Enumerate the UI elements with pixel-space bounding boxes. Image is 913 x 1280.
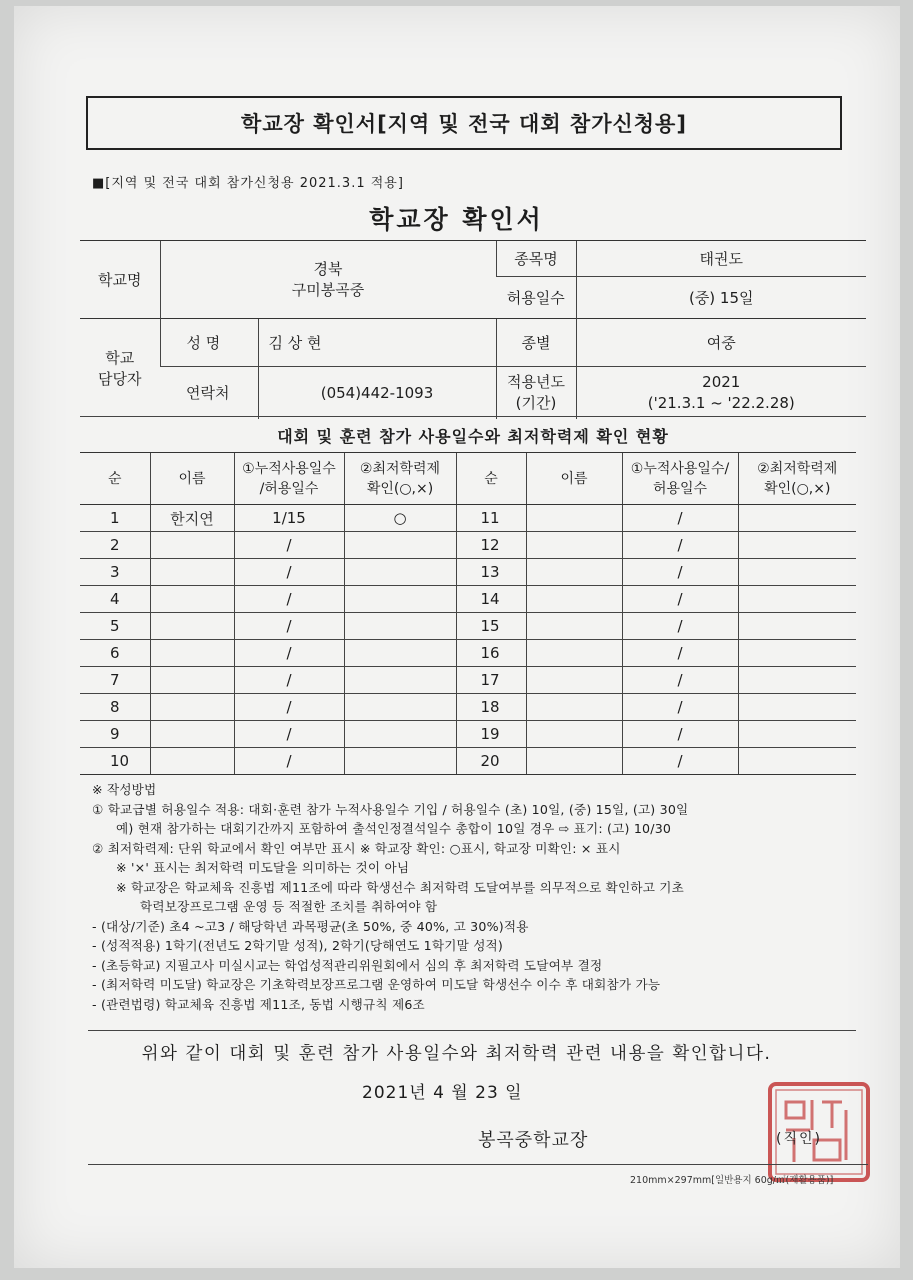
row-min-check-2 bbox=[738, 532, 856, 559]
table-header-row bbox=[80, 453, 856, 505]
row-number: 10 bbox=[80, 748, 150, 775]
row-number-2: 16 bbox=[456, 640, 526, 667]
row-number-2: 20 bbox=[456, 748, 526, 775]
row-min-check bbox=[344, 748, 456, 775]
row-number: 8 bbox=[80, 694, 150, 721]
header-days bbox=[234, 453, 344, 505]
row-min-check bbox=[344, 721, 456, 748]
row-name-2 bbox=[526, 613, 622, 640]
year-label bbox=[496, 367, 576, 419]
row-days: / bbox=[234, 667, 344, 694]
row-name-2 bbox=[526, 721, 622, 748]
note-4a: ※ 학교장은 학교체육 진흥법 제11조에 따라 학생선수 최저학력 도달여부를 의무적으로 확인하고 기초 bbox=[116, 879, 685, 895]
row-days-2: / bbox=[622, 721, 738, 748]
row-number-2: 17 bbox=[456, 667, 526, 694]
row-name-2 bbox=[526, 640, 622, 667]
event-label: 종목명 bbox=[496, 241, 576, 277]
row-name bbox=[150, 640, 234, 667]
row-name-2 bbox=[526, 694, 622, 721]
row-number: 3 bbox=[80, 559, 150, 586]
detail-2: - (성적적용) 1학기(전년도 2학기말 성적), 2학기(당해연도 1학기말 성적) bbox=[92, 938, 504, 953]
name-label: 성 명 bbox=[160, 319, 258, 367]
row-name bbox=[150, 748, 234, 775]
info-table bbox=[80, 240, 866, 419]
row-days-2: / bbox=[622, 640, 738, 667]
row-days: / bbox=[234, 640, 344, 667]
row-name-2 bbox=[526, 505, 622, 532]
row-days-2: / bbox=[622, 694, 738, 721]
row-number-2: 11 bbox=[456, 505, 526, 532]
row-number-2: 15 bbox=[456, 613, 526, 640]
header-min bbox=[344, 453, 456, 505]
row-min-check-2 bbox=[738, 667, 856, 694]
row-days-2: / bbox=[622, 748, 738, 775]
row-days: / bbox=[234, 532, 344, 559]
detail-1: - (대상/기준) 초4 ~고3 / 해당학년 과목평균(초 50%, 중 40%, 고 30%)적용 bbox=[92, 918, 529, 934]
row-days-2: / bbox=[622, 667, 738, 694]
gender-label: 종별 bbox=[496, 319, 576, 367]
row-min-check bbox=[344, 667, 456, 694]
event-value: 태권도 bbox=[576, 241, 866, 277]
row-name: 한지연 bbox=[150, 505, 234, 532]
header-name: 이름 bbox=[150, 453, 234, 505]
paper-spec-footer: 210mm×297mm[일반용지 60g/㎡(재활용품)] bbox=[630, 1175, 834, 1186]
detail-5: - (관련법령) 학교체육 진흥법 제11조, 동법 시행규칙 제6조 bbox=[92, 996, 425, 1012]
header-days2-line2: 허용일수 bbox=[652, 480, 708, 497]
row-min-check-2 bbox=[738, 748, 856, 775]
row-min-check-2 bbox=[738, 505, 856, 532]
row-min-check bbox=[344, 532, 456, 559]
table-row bbox=[80, 721, 856, 748]
header-days-line2: /허용일수 bbox=[259, 480, 319, 497]
school-name: 구미봉곡중 bbox=[291, 280, 365, 299]
row-number-2: 19 bbox=[456, 721, 526, 748]
row-name-2 bbox=[526, 559, 622, 586]
row-number: 4 bbox=[80, 586, 150, 613]
outer-title: 학교장 확인서[지역 및 전국 대회 참가신청용] bbox=[241, 112, 687, 136]
row-name-2 bbox=[526, 532, 622, 559]
row-number-2: 13 bbox=[456, 559, 526, 586]
row-number: 5 bbox=[80, 613, 150, 640]
row-days: / bbox=[234, 694, 344, 721]
table-row bbox=[80, 586, 856, 613]
row-days: / bbox=[234, 559, 344, 586]
header-days2-line1: ①누적사용일수/ bbox=[630, 460, 730, 477]
row-number-2: 12 bbox=[456, 532, 526, 559]
table-row bbox=[80, 505, 856, 532]
row-min-check: ○ bbox=[344, 505, 456, 532]
manager-label-line2: 담당자 bbox=[98, 369, 142, 388]
outer-title-box bbox=[86, 96, 842, 150]
note-1b: 예) 현재 참가하는 대회기간까지 포함하여 출석인정결석일수 총합이 10일 경우 ⇨ 표기: (고) 10/30 bbox=[116, 821, 672, 836]
contact-label: 연락처 bbox=[160, 367, 258, 419]
note-2: ② 최저학력제: 단위 학교에서 확인 여부만 표시 ※ 학교장 확인: ○표시, 학교장 미확인: × 표시 bbox=[92, 840, 621, 856]
confirmation-date: 2021년 4 월 23 일 bbox=[362, 1083, 523, 1103]
row-name bbox=[150, 613, 234, 640]
row-min-check-2 bbox=[738, 559, 856, 586]
period-value: ('21.3.1 ~ '22.2.28) bbox=[647, 393, 795, 412]
year-value: 2021 bbox=[702, 372, 741, 391]
row-name-2 bbox=[526, 586, 622, 613]
row-days-2: / bbox=[622, 559, 738, 586]
row-min-check bbox=[344, 559, 456, 586]
row-name bbox=[150, 694, 234, 721]
row-days: / bbox=[234, 721, 344, 748]
manager-label-line1: 학교 bbox=[105, 348, 135, 367]
school-value bbox=[160, 241, 496, 319]
row-name-2 bbox=[526, 748, 622, 775]
notes-title: ※ 작성방법 bbox=[92, 782, 157, 797]
row-name bbox=[150, 721, 234, 748]
row-number: 1 bbox=[80, 505, 150, 532]
table-row bbox=[80, 613, 856, 640]
year-value-cell bbox=[576, 367, 866, 419]
note-3: ※ '×' 표시는 최저학력 미도달을 의미하는 것이 아님 bbox=[116, 860, 410, 875]
year-label-line1: 적용년도 bbox=[507, 372, 565, 391]
contact-value: (054)442-1093 bbox=[258, 367, 496, 419]
footer-rule bbox=[88, 1164, 868, 1165]
row-min-check bbox=[344, 694, 456, 721]
row-number: 9 bbox=[80, 721, 150, 748]
document-heading: 학교장 확인서 bbox=[369, 205, 544, 234]
header-no-2: 순 bbox=[456, 453, 526, 505]
row-min-check bbox=[344, 613, 456, 640]
name-value: 김 상 현 bbox=[258, 319, 496, 367]
row-min-check bbox=[344, 586, 456, 613]
row-days: / bbox=[234, 613, 344, 640]
header-min-2 bbox=[738, 453, 856, 505]
section-title: 대회 및 훈련 참가 사용일수와 최저학력제 확인 현황 bbox=[277, 427, 669, 446]
info-table-bottom-rule bbox=[80, 416, 866, 417]
table-row bbox=[80, 694, 856, 721]
manager-label bbox=[80, 319, 160, 419]
table-row bbox=[80, 559, 856, 586]
detail-3: - (초등학교) 지필고사 미실시교는 학업성적관리위원회에서 심의 후 최저학력 도달여부 결정 bbox=[92, 957, 603, 973]
row-min-check bbox=[344, 640, 456, 667]
header-min2-line2: 확인(○,×) bbox=[764, 480, 831, 497]
row-number: 6 bbox=[80, 640, 150, 667]
applicable-note: ■[지역 및 전국 대회 참가신청용 2021.3.1 적용] bbox=[92, 176, 404, 191]
header-no: 순 bbox=[80, 453, 150, 505]
school-region: 경북 bbox=[313, 259, 343, 278]
table-row bbox=[80, 667, 856, 694]
row-number: 2 bbox=[80, 532, 150, 559]
participants-table bbox=[80, 452, 856, 775]
confirmation-statement: 위와 같이 대회 및 훈련 참가 사용일수와 최저학력 관련 내용을 확인합니다. bbox=[141, 1044, 772, 1064]
notes-divider bbox=[88, 1030, 856, 1031]
allowed-days-label: 허용일수 bbox=[496, 277, 576, 319]
row-name-2 bbox=[526, 667, 622, 694]
row-days-2: / bbox=[622, 532, 738, 559]
note-1a: ① 학교급별 허용일수 적용: 대회·훈련 참가 누적사용일수 기입 / 허용일수 (초) 10일, (중) 15일, (고) 30일 bbox=[92, 801, 689, 817]
row-min-check-2 bbox=[738, 640, 856, 667]
note-4b: 학력보장프로그램 운영 등 적절한 조치를 취하여야 함 bbox=[140, 899, 438, 914]
row-days: / bbox=[234, 748, 344, 775]
row-min-check-2 bbox=[738, 586, 856, 613]
row-name bbox=[150, 559, 234, 586]
header-min2-line1: ②최저학력제 bbox=[757, 460, 838, 477]
gender-value: 여중 bbox=[576, 319, 866, 367]
row-days-2: / bbox=[622, 505, 738, 532]
row-min-check-2 bbox=[738, 694, 856, 721]
header-name-2: 이름 bbox=[526, 453, 622, 505]
row-min-check-2 bbox=[738, 721, 856, 748]
header-days-line1: ①누적사용일수 bbox=[242, 460, 336, 477]
row-number-2: 18 bbox=[456, 694, 526, 721]
row-days: 1/15 bbox=[234, 505, 344, 532]
table-row bbox=[80, 748, 856, 775]
row-min-check-2 bbox=[738, 613, 856, 640]
table-row bbox=[80, 640, 856, 667]
row-name bbox=[150, 586, 234, 613]
header-min-line2: 확인(○,×) bbox=[366, 480, 434, 497]
principal-signature-line: 봉곡중학교장 bbox=[478, 1130, 589, 1151]
header-days-2 bbox=[622, 453, 738, 505]
writing-instructions bbox=[92, 780, 688, 1014]
official-seal-label: (직인) bbox=[776, 1131, 822, 1147]
allowed-days-value: (중) 15일 bbox=[576, 277, 866, 319]
row-name bbox=[150, 532, 234, 559]
row-number: 7 bbox=[80, 667, 150, 694]
detail-4: - (최저학력 미도달) 학교장은 기초학력보장프로그램 운영하여 미도달 학생선수 이수 후 대회참가 가능 bbox=[92, 977, 661, 992]
table-row bbox=[80, 532, 856, 559]
row-name bbox=[150, 667, 234, 694]
year-label-line2: (기간) bbox=[515, 393, 557, 412]
row-days: / bbox=[234, 586, 344, 613]
row-number-2: 14 bbox=[456, 586, 526, 613]
row-days-2: / bbox=[622, 586, 738, 613]
header-min-line1: ②최저학력제 bbox=[359, 460, 441, 477]
row-days-2: / bbox=[622, 613, 738, 640]
school-label: 학교명 bbox=[80, 241, 160, 319]
